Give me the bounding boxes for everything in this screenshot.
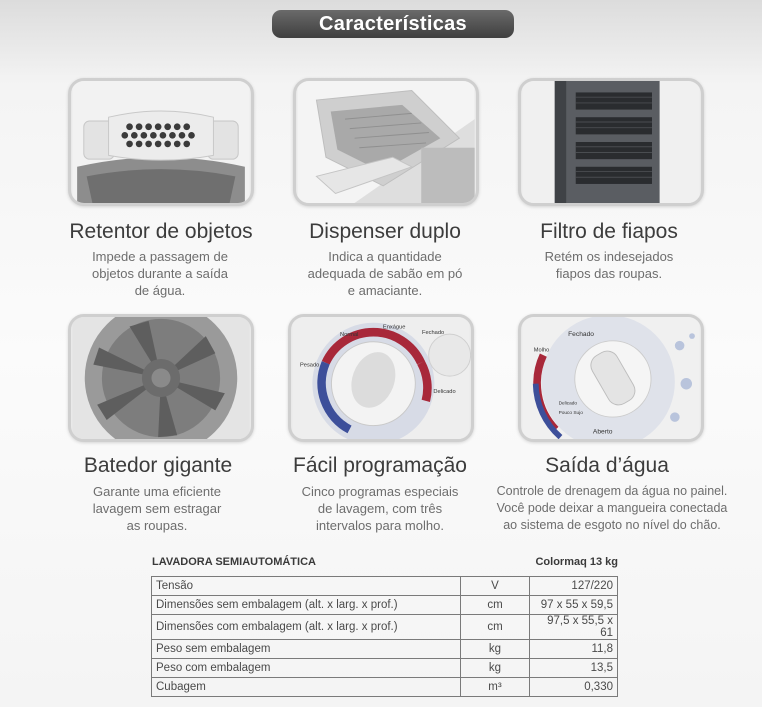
- spec-name-cell: Cubagem: [152, 678, 461, 697]
- image-retentor-objetos: [68, 78, 254, 206]
- table-row: [152, 596, 618, 615]
- feature-desc-batedor: Garante uma eficiente lavagem sem estragar as roupas.: [92, 484, 222, 533]
- table-row: [152, 615, 618, 640]
- dial-label-pesado: Pesado: [299, 362, 320, 369]
- drain-label-aberto: Aberto: [592, 428, 613, 436]
- spec-value-cell: 11,8: [530, 640, 618, 659]
- spec-product-label: LAVADORA SEMIAUTOMÁTICA: [152, 556, 316, 568]
- feature-desc-retentor: Impede a passagem de objetos durante a saída de água.: [92, 249, 228, 298]
- image-dispenser-duplo: [293, 78, 479, 206]
- feature-desc-filtro: Retém os indesejados fiapos das roupas.: [544, 249, 674, 281]
- spec-name-cell: Tensão: [152, 577, 461, 596]
- spec-value-cell: 97 x 55 x 59,5: [530, 596, 618, 615]
- table-row: [152, 577, 618, 596]
- spec-name-cell: Peso com embalagem: [152, 659, 461, 678]
- feature-title-dispenser: Dispenser duplo: [309, 220, 461, 243]
- feature-title-filtro: Filtro de fiapos: [540, 220, 678, 243]
- spec-name-cell: Dimensões com embalagem (alt. x larg. x prof.): [152, 615, 461, 640]
- table-row: [152, 659, 618, 678]
- spec-name-cell: Dimensões sem embalagem (alt. x larg. x prof.): [152, 596, 461, 615]
- dial-label-enxague: Enxágue: [382, 324, 406, 331]
- spec-value-cell: 13,5: [530, 659, 618, 678]
- spec-unit-cell: kg: [461, 659, 530, 678]
- spec-unit-cell: m³: [461, 678, 530, 697]
- table-row: [152, 678, 618, 697]
- spec-unit-cell: cm: [461, 596, 530, 615]
- spec-value-cell: 0,330: [530, 678, 618, 697]
- spec-value-cell: 97,5 x 55,5 x 61: [530, 615, 618, 640]
- image-batedor-gigante: [68, 314, 254, 442]
- spec-value-cell: 127/220: [530, 577, 618, 596]
- spec-table: [151, 576, 618, 697]
- feature-desc-dispenser: Indica a quantidade adequada de sabão em pó e amaciante.: [307, 249, 463, 298]
- drain-label-pouco-sujo: Pouco Sujo: [558, 411, 583, 417]
- image-filtro-fiapos: [518, 78, 704, 206]
- spec-unit-cell: cm: [461, 615, 530, 640]
- spec-unit-cell: V: [461, 577, 530, 596]
- dial-label-normal: Normal: [340, 332, 359, 339]
- dial-label-delicado: Delicado: [433, 389, 456, 396]
- spec-name-cell: Peso sem embalagem: [152, 640, 461, 659]
- section-title: Características: [272, 10, 514, 38]
- drain-label-delicado: Delicado: [558, 401, 578, 407]
- feature-title-retentor: Retentor de objetos: [69, 220, 253, 243]
- feature-title-saida-agua: Saída d’água: [545, 454, 669, 477]
- table-row: [152, 640, 618, 659]
- dial-label-fechado: Fechado: [421, 330, 445, 337]
- feature-desc-saida-agua: Controle de drenagem da água no painel. Você pode deixar a mangueira conectada ao sistema de esgoto no nível do chão.: [496, 484, 728, 532]
- spec-unit-cell: kg: [461, 640, 530, 659]
- image-saida-agua: [518, 314, 704, 442]
- image-painel-programacao: [288, 314, 474, 442]
- drain-label-molho: Molho: [533, 347, 550, 354]
- spec-model-label: Colormaq 13 kg: [535, 556, 618, 568]
- feature-title-programacao: Fácil programação: [293, 454, 467, 477]
- drain-label-fechado: Fechado: [568, 331, 595, 339]
- feature-desc-programacao: Cinco programas especiais de lavagem, com três intervalos para molho.: [301, 484, 459, 533]
- spec-table-header: [152, 556, 618, 572]
- feature-title-batedor: Batedor gigante: [83, 454, 233, 477]
